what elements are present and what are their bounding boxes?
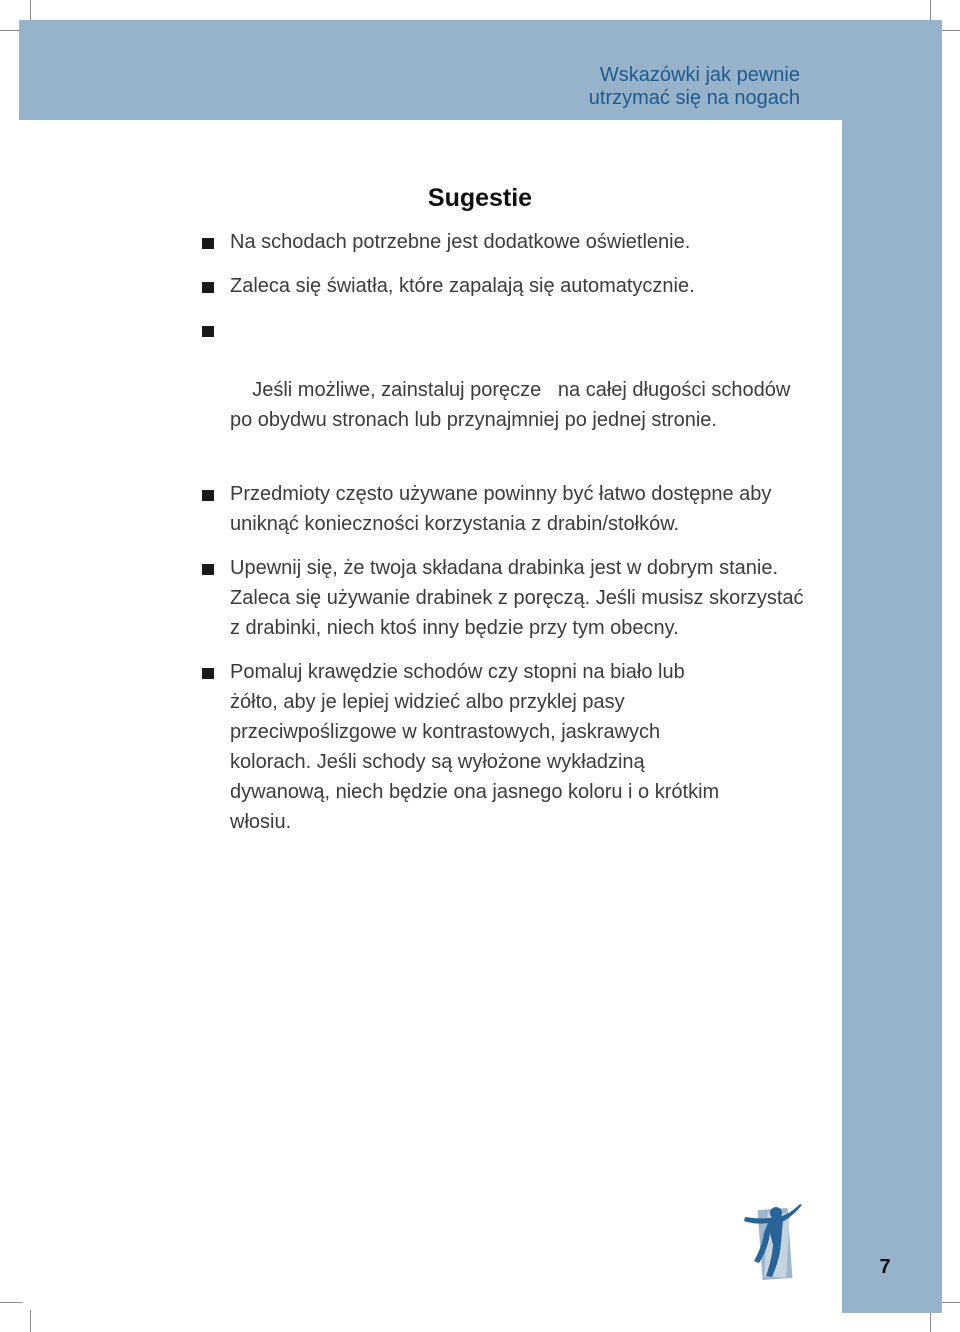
list-item [202, 271, 812, 301]
square-bullet-icon [202, 490, 214, 501]
crop-mark [30, 0, 31, 22]
crop-mark [0, 1302, 22, 1303]
section-title: Sugestie [427, 184, 533, 212]
header-band [19, 20, 942, 120]
list-item-text: Przedmioty często używane powinny być łatwo dostępne aby uniknąć konieczności korzystania z drabin/stołków. [230, 483, 772, 535]
list-item-text: Jeśli możliwe, zainstaluj poręcze na całej długości schodów po obydwu stronach lub przynajmniej po jednej stronie. [230, 379, 796, 431]
list-item-text: Zaleca się światła, które zapalają się automatycznie. [230, 275, 695, 297]
square-bullet-icon [202, 668, 214, 679]
running-title [500, 64, 800, 110]
list-item [202, 553, 812, 643]
running-title-line: Wskazówki jak pewnie [599, 64, 800, 86]
running-title-line: utrzymać się na nogach [588, 87, 800, 109]
square-bullet-icon [202, 326, 214, 337]
page-number: 7 [879, 1256, 891, 1278]
crop-mark [930, 0, 931, 22]
list-item [202, 657, 812, 837]
square-bullet-icon [202, 282, 214, 293]
list-item [202, 315, 812, 465]
person-figure-logo-icon [742, 1203, 804, 1281]
list-item-text: Na schodach potrzebne jest dodatkowe oświetlenie. [230, 231, 691, 253]
tips-list [202, 227, 812, 851]
square-bullet-icon [202, 238, 214, 249]
crop-mark [30, 1310, 31, 1332]
list-item-text: Pomaluj krawędzie schodów czy stopni na biało lub żółto, aby je lepiej widzieć albo przyklej pasy przeciwpoślizgowe w kontrastowych, jaskrawych kolorach. Jeśli schody są wyłożone wykładziną dywanową, niech będzie ona jasnego koloru i o krótkim włosiu. [230, 661, 720, 833]
list-item [202, 479, 812, 539]
side-band [842, 120, 942, 1313]
list-item [202, 227, 812, 257]
crop-mark [930, 1310, 931, 1332]
square-bullet-icon [202, 564, 214, 575]
list-item-text: Upewnij się, że twoja składana drabinka jest w dobrym stanie. Zaleca się używanie drabinek z poręczą. Jeśli musisz skorzystać z drabinki, niech ktoś inny będzie przy tym obecny. [230, 557, 804, 639]
